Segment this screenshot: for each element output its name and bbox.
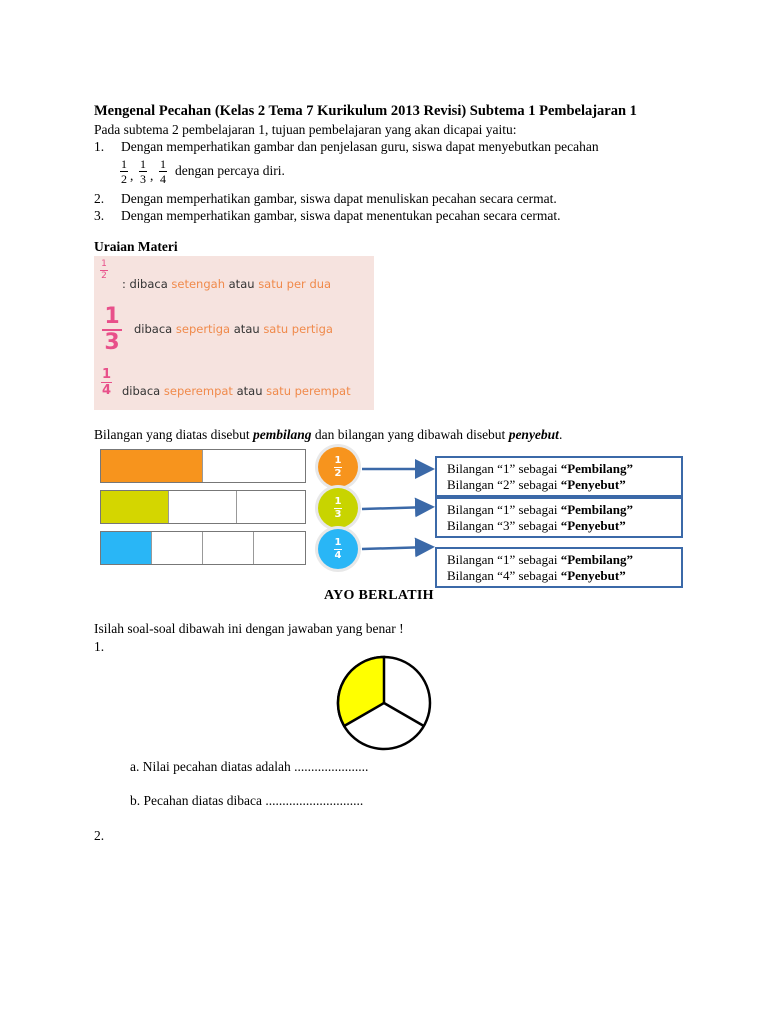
box-term-penyebut: “Penyebut” xyxy=(560,518,626,533)
reading-word-1: seperempat xyxy=(163,384,233,398)
bar-segment-empty xyxy=(152,532,203,564)
reading-fraction-third xyxy=(102,306,122,354)
reading-prefix: dibaca xyxy=(122,384,164,398)
bar-segment-empty xyxy=(237,491,305,523)
explanation-box-third xyxy=(435,497,683,538)
reading-connector: atau xyxy=(232,384,267,398)
objective-number-2: 2. xyxy=(94,191,105,206)
question-number-1: 1. xyxy=(94,639,105,654)
fraction-numerator: 1 xyxy=(101,367,112,382)
reading-row-third xyxy=(134,322,414,336)
fraction-numerator: 1 xyxy=(104,304,120,329)
fraction-bar-half xyxy=(100,449,306,483)
reading-fraction-half xyxy=(100,260,108,281)
materi-heading: Uraian Materi xyxy=(94,239,178,254)
reading-connector: atau xyxy=(224,277,259,291)
reading-prefix: dibaca xyxy=(134,322,176,336)
box-label: Bilangan “1” sebagai xyxy=(447,461,561,476)
bar-segment-empty xyxy=(169,491,237,523)
fraction-numerator: 1 xyxy=(121,157,127,171)
bar-segment-empty xyxy=(203,532,254,564)
box-term-penyebut: “Penyebut” xyxy=(560,568,626,583)
arrow-right-icon xyxy=(362,547,430,549)
explanation-box-half xyxy=(435,456,683,497)
box-label: Bilangan “3” sebagai xyxy=(447,518,561,533)
fraction-denominator: 4 xyxy=(101,383,112,398)
objective-text-2: Dengan memperhatikan gambar, siswa dapat menuliskan pecahan secara cermat. xyxy=(121,191,557,206)
reading-row-quarter xyxy=(122,384,402,398)
objective-text-1: Dengan memperhatikan gambar dan penjelasan guru, siswa dapat menyebutkan pecahan xyxy=(121,139,599,154)
sentence-part: . xyxy=(558,427,563,442)
fraction-numerator: 1 xyxy=(334,536,342,548)
sentence-part: Bilangan yang diatas disebut xyxy=(94,427,253,442)
document-title: Mengenal Pecahan (Kelas 2 Tema 7 Kurikulum 2013 Revisi) Subtema 1 Pembelajaran 1 xyxy=(94,103,637,119)
bar-segment-filled xyxy=(101,450,203,482)
fraction-bar-third xyxy=(100,490,306,524)
intro-text: Pada subtema 2 pembelajaran 1, tujuan pembelajaran yang akan dicapai yaitu: xyxy=(94,122,517,137)
arrow-right-icon xyxy=(362,507,430,509)
fraction-denominator: 4 xyxy=(334,549,342,561)
box-term-pembilang: “Pembilang” xyxy=(560,502,633,517)
fraction-denominator: 2 xyxy=(334,467,342,479)
question-1b: b. Pecahan diatas dibaca ............................. xyxy=(130,793,364,808)
fraction-denominator: 4 xyxy=(160,172,166,186)
reading-prefix: : dibaca xyxy=(122,277,172,291)
box-label: Bilangan “4” sebagai xyxy=(447,568,561,583)
reading-word-2: satu perempat xyxy=(266,384,351,398)
fraction-bars-image xyxy=(94,447,364,568)
fraction-denominator: 2 xyxy=(101,271,107,281)
objective-continuation-1: dengan percaya diri. xyxy=(175,163,285,178)
arrows-graphic xyxy=(360,455,440,565)
question-number-2: 2. xyxy=(94,828,105,843)
box-term-pembilang: “Pembilang” xyxy=(560,461,633,476)
fraction-denominator: 3 xyxy=(334,508,342,520)
objective-number-3: 3. xyxy=(94,208,105,223)
fraction-separator: , xyxy=(130,168,134,183)
box-label: Bilangan “2” sebagai xyxy=(447,477,561,492)
objective-number-1: 1. xyxy=(94,139,105,154)
pie-diagram xyxy=(336,655,436,755)
fraction-reading-image xyxy=(94,256,374,410)
fraction-denominator: 3 xyxy=(140,172,146,186)
reading-word-1: setengah xyxy=(171,277,225,291)
fraction-numerator: 1 xyxy=(160,157,166,171)
fraction-separator: , xyxy=(150,168,154,183)
objective-text-3: Dengan memperhatikan gambar, siswa dapat menentukan pecahan secara cermat. xyxy=(121,208,561,223)
box-label: Bilangan “1” sebagai xyxy=(447,552,561,567)
reading-word-1: sepertiga xyxy=(175,322,231,336)
fraction-denominator: 3 xyxy=(104,330,120,355)
bar-segment-filled xyxy=(101,532,152,564)
bar-segment-empty xyxy=(254,532,305,564)
reading-word-2: satu pertiga xyxy=(263,322,333,336)
reading-fraction-quarter xyxy=(101,368,112,397)
fraction-numerator: 1 xyxy=(334,454,342,466)
sentence-part: dan bilangan yang dibawah disebut xyxy=(311,427,509,442)
box-term-pembilang: “Pembilang” xyxy=(560,552,633,567)
bar-segment-empty xyxy=(203,450,305,482)
practice-heading: AYO BERLATIH xyxy=(324,588,434,603)
reading-connector: atau xyxy=(230,322,264,336)
reading-word-2: satu per dua xyxy=(258,277,332,291)
fraction-circle-quarter xyxy=(318,529,358,569)
box-label: Bilangan “1” sebagai xyxy=(447,502,561,517)
box-term-penyebut: “Penyebut” xyxy=(560,477,626,492)
explanation-box-quarter xyxy=(435,547,683,588)
fraction-third xyxy=(139,158,147,185)
fraction-denominator: 2 xyxy=(121,172,127,186)
fraction-bar-quarter xyxy=(100,531,306,565)
pembilang-penyebut-sentence xyxy=(94,427,562,443)
fraction-numerator: 1 xyxy=(334,495,342,507)
instruction-text: Isilah soal-soal dibawah ini dengan jawaban yang benar ! xyxy=(94,621,404,636)
fraction-quarter xyxy=(159,158,167,185)
fraction-numerator: 1 xyxy=(140,157,146,171)
fraction-circle-half xyxy=(318,447,358,487)
fraction-numerator: 1 xyxy=(101,259,107,269)
fraction-circle-third xyxy=(318,488,358,528)
fraction-half xyxy=(120,158,128,185)
question-1a: a. Nilai pecahan diatas adalah ...................... xyxy=(130,759,369,774)
reading-row-half xyxy=(122,277,402,291)
term-penyebut: penyebut xyxy=(508,427,559,442)
bar-segment-filled xyxy=(101,491,169,523)
term-pembilang: pembilang xyxy=(252,427,312,442)
